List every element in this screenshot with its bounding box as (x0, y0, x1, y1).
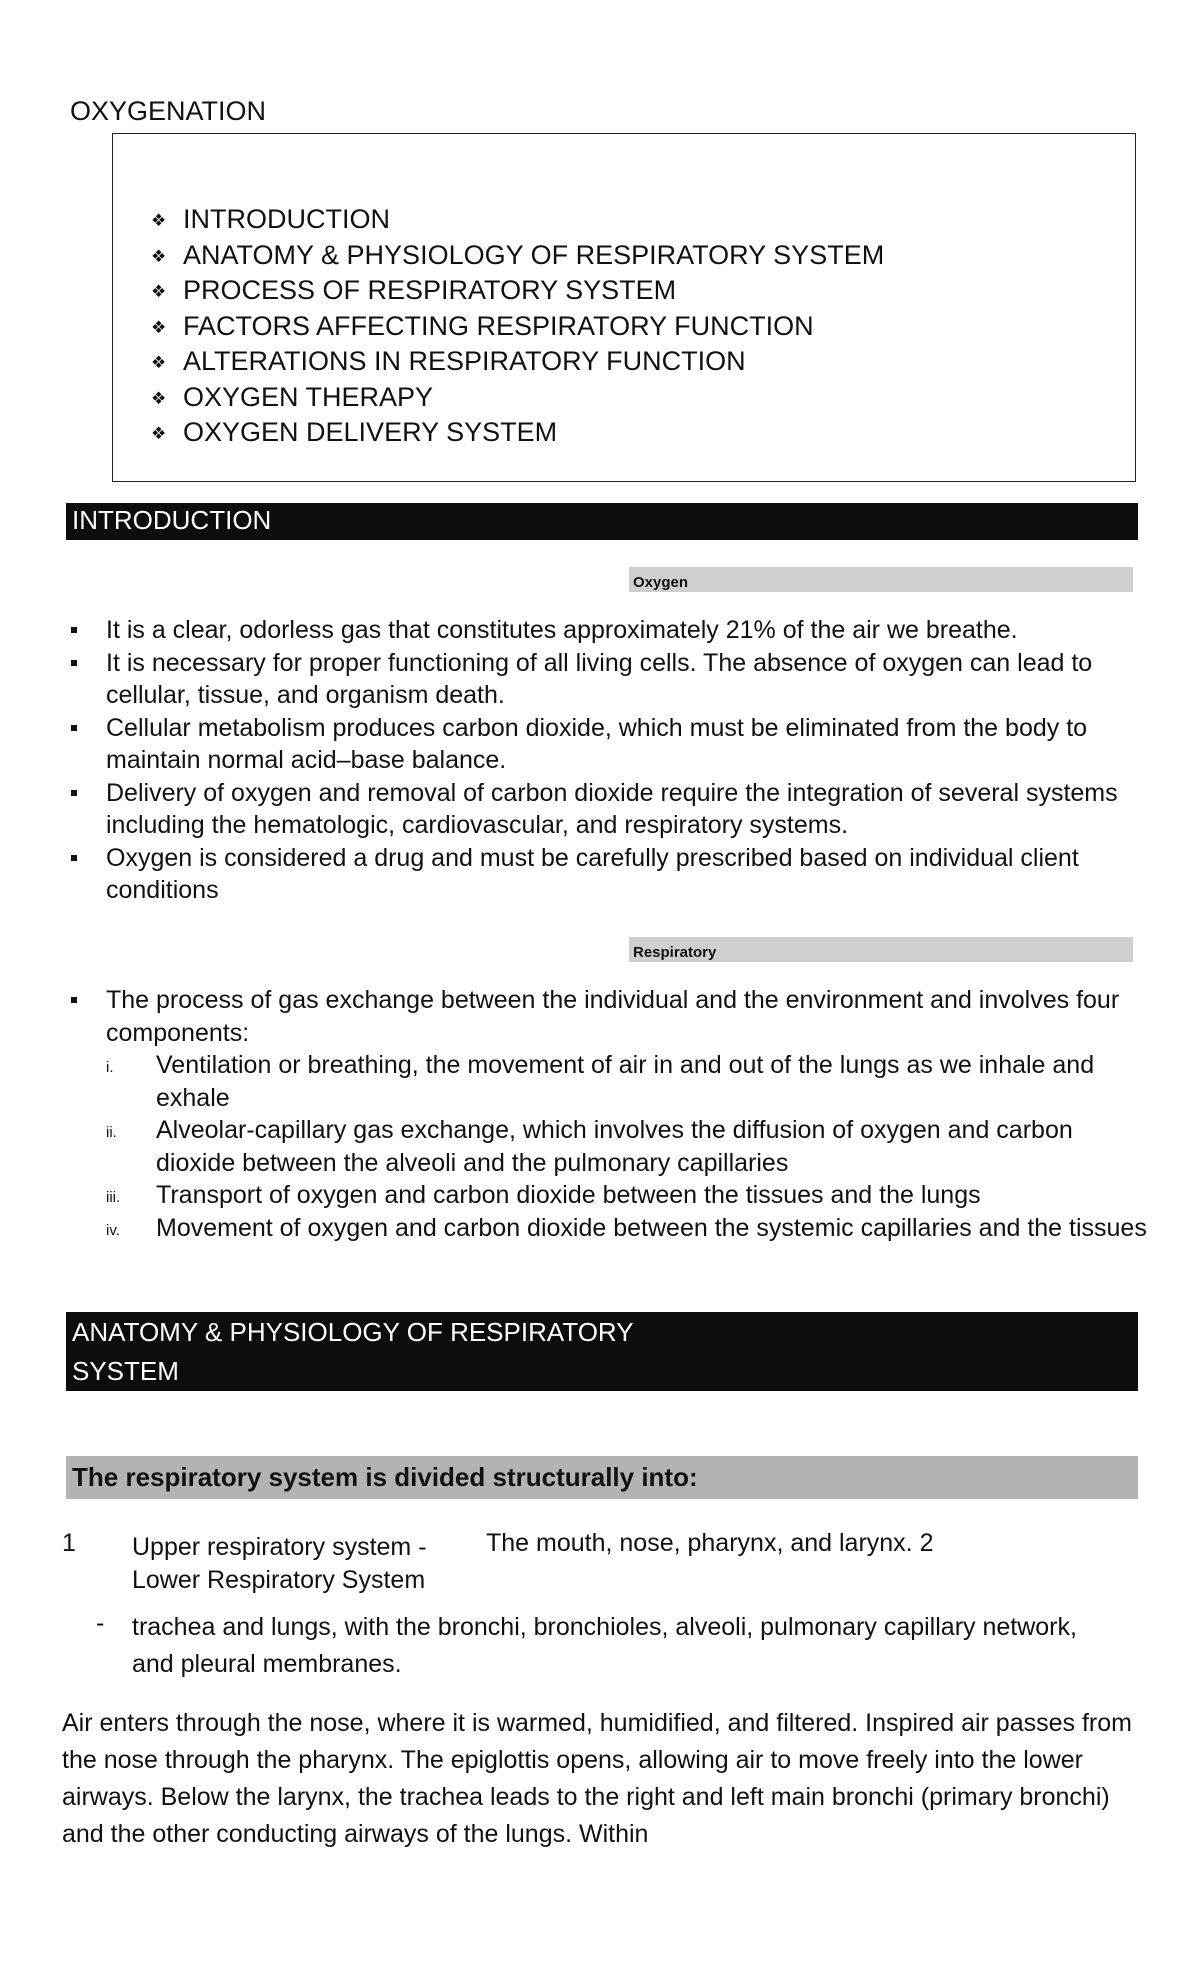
diamond-bullet-icon: ❖ (151, 211, 167, 230)
diamond-bullet-icon: ❖ (151, 317, 167, 337)
list-item: It is a clear, odorless gas that constitutes approximately 21% of the air we breathe. (68, 614, 1148, 647)
square-bullet-icon (71, 997, 77, 1003)
list-item: Delivery of oxygen and removal of carbon dioxide require the integration of several systems including the hematologic, cardiovascular, and respiratory systems. (68, 777, 1148, 842)
lower-system-name: Lower Respiratory System (132, 1566, 426, 1594)
diamond-bullet-icon: ❖ (151, 282, 167, 301)
section-heading-introduction: INTRODUCTION (66, 503, 1138, 540)
document-title: OXYGENATION (70, 96, 267, 126)
item-number: 1 (62, 1529, 76, 1557)
table-of-contents (112, 133, 1136, 482)
diamond-bullet-icon: ❖ (151, 424, 167, 443)
lower-system-description: trachea and lungs, with the bronchi, bronchioles, alveoli, pulmonary capillary network, and pleural membranes. (132, 1613, 1077, 1678)
upper-system-description: The mouth, nose, pharynx, and larynx. 2 (486, 1529, 934, 1557)
list-item: ii. Alveolar-capillary gas exchange, which involves the diffusion of oxygen and carbon dioxide between the alveoli and the pulmonary capillaries (106, 1116, 1073, 1177)
components-list (106, 1049, 1148, 1244)
square-bullet-icon (71, 660, 77, 666)
list-item: Oxygen is considered a drug and must be carefully prescribed based on individual client conditions (68, 842, 1148, 907)
body-paragraph: Air enters through the nose, where it is warmed, humidified, and filtered. Inspired air passes from the nose through the pharynx. The epiglottis opens, allowing air to move freely into the lower airways. Below the larynx, the trachea leads to the right and left main bronchi (primary bronchi) and the other conducting airways of the lungs. Within (62, 1709, 1132, 1848)
toc-item: ❖ ALTERATIONS IN RESPIRATORY FUNCTION (151, 344, 884, 380)
toc-item: ❖ PROCESS OF RESPIRATORY SYSTEM (151, 273, 884, 309)
toc-item: ❖ OXYGEN THERAPY (151, 380, 884, 416)
toc-item: ❖ OXYGEN DELIVERY SYSTEM (151, 415, 884, 451)
square-bullet-icon (71, 725, 77, 731)
list-item: The process of gas exchange between the individual and the environment and involves four components: i. Ventilation or breathing, the movement of air in and out of the lungs as we inhale and exhale ii. Alveolar-capillary gas exchange, which involves the diffusion of oxygen and carbon dioxide between the alveoli and the pulmonary capillaries iii. Transport of oxygen and carbon dioxide between the tissues and the lungs iv. Movement of oxygen and carbon dioxide between the systemic capillaries and the tissues (68, 984, 1148, 1244)
square-bullet-icon (71, 790, 77, 796)
heading-line: ANATOMY & PHYSIOLOGY OF RESPIRATORY (72, 1317, 634, 1347)
subheading-oxygen: Oxygen (629, 567, 1133, 592)
list-item: Cellular metabolism produces carbon dioxide, which must be eliminated from the body to maintain normal acid–base balance. (68, 712, 1148, 777)
diamond-bullet-icon: ❖ (151, 246, 167, 266)
toc-item: ❖ INTRODUCTION (151, 202, 884, 238)
dash-marker: - (96, 1609, 105, 1637)
list-item: It is necessary for proper functioning of all living cells. The absence of oxygen can lead to cellular, tissue, and organism death. (68, 647, 1148, 712)
list-item: i. Ventilation or breathing, the movement of air in and out of the lungs as we inhale and exhale (106, 1051, 1095, 1112)
section-heading-anatomy (66, 1312, 1138, 1391)
subheading-respiratory: Respiratory (629, 937, 1133, 962)
toc-item: ❖ ANATOMY & PHYSIOLOGY OF RESPIRATORY SYSTEM (151, 238, 884, 274)
upper-system-name: Upper respiratory system - (132, 1533, 427, 1561)
square-bullet-icon (71, 627, 77, 633)
diamond-bullet-icon: ❖ (151, 353, 167, 372)
list-item: iv. Movement of oxygen and carbon dioxide between the systemic capillaries and the tissues (106, 1213, 1147, 1242)
toc-item: ❖ FACTORS AFFECTING RESPIRATORY FUNCTION (151, 309, 884, 345)
list-item: iii. Transport of oxygen and carbon dioxide between the tissues and the lungs (106, 1181, 981, 1209)
heading-line: SYSTEM (72, 1356, 179, 1386)
structural-division-heading: The respiratory system is divided structurally into: (66, 1456, 1138, 1499)
diamond-bullet-icon: ❖ (151, 388, 167, 408)
respiratory-section (68, 984, 1148, 1244)
square-bullet-icon (71, 855, 77, 861)
oxygen-points-list (68, 614, 1148, 907)
